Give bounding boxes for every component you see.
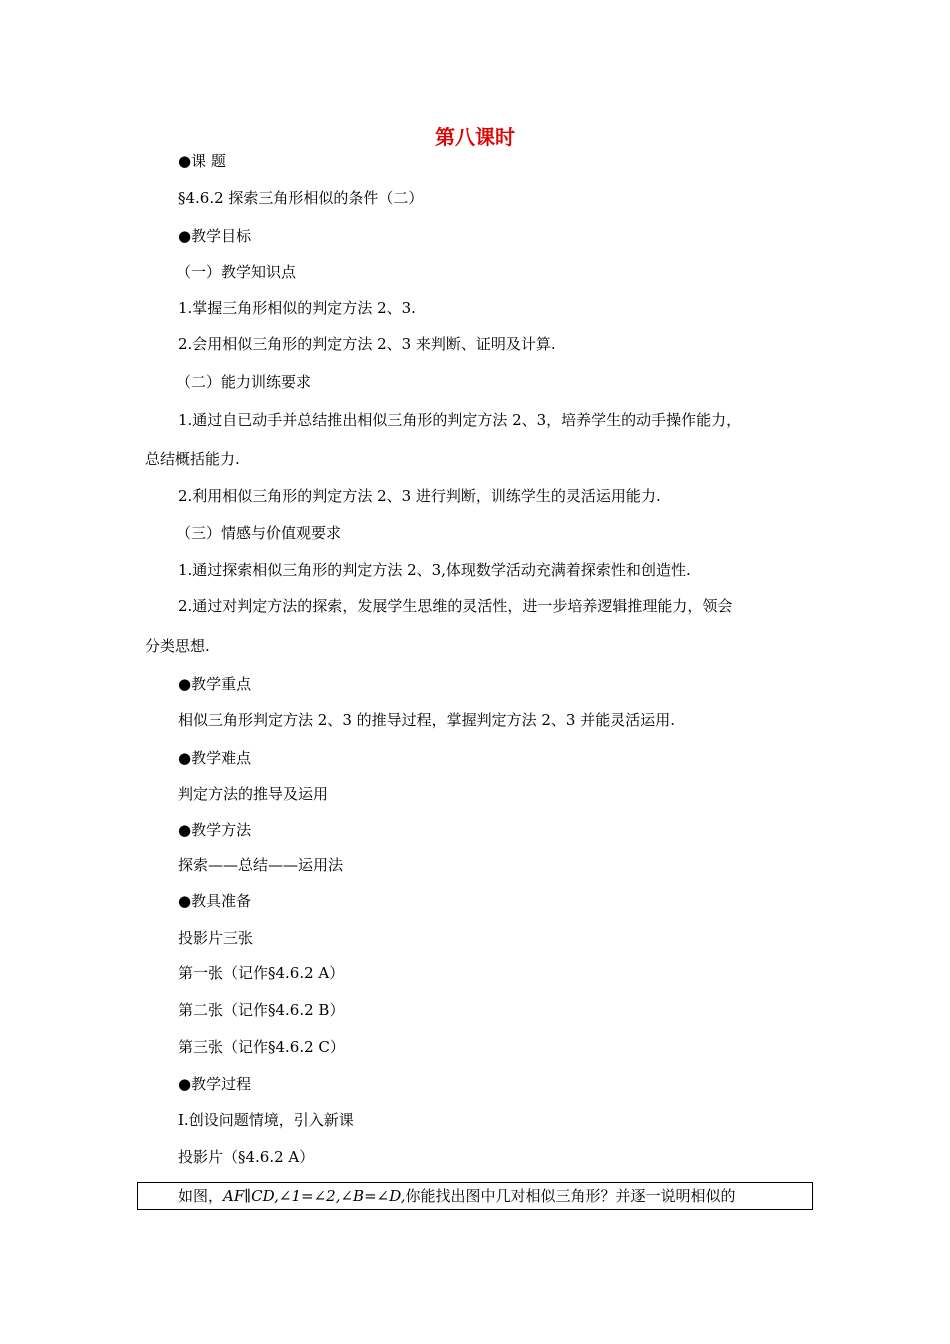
slide-a-reference: 投影片（§4.6.2 A） [178, 1148, 315, 1166]
knowledge-item-1: 1.掌握三角形相似的判定方法 2、3. [178, 299, 416, 317]
subheading-ability: （二）能力训练要求 [176, 373, 312, 391]
heading-topic: ●课 题 [178, 152, 226, 170]
slide-b-text: 第二张（记作§4.6.2 B） [178, 1001, 345, 1019]
difficulties-text: 判定方法的推导及运用 [178, 785, 329, 803]
heading-materials: ●教具准备 [178, 892, 252, 910]
heading-key-points: ●教学重点 [178, 675, 252, 693]
problem-box [137, 1182, 813, 1210]
materials-text: 投影片三张 [178, 929, 254, 947]
problem-math: AF∥CD,∠1=∠2,∠B=∠D, [223, 1187, 406, 1205]
slide-a-text: 第一张（记作§4.6.2 A） [178, 964, 345, 982]
heading-difficulties: ●教学难点 [178, 749, 252, 767]
ability-item-1-cont: 总结概括能力. [145, 450, 240, 468]
subheading-emotion: （三）情感与价值观要求 [176, 524, 342, 542]
emotion-item-2: 2.通过对判定方法的探索，发展学生思维的灵活性，进一步培养逻辑推理能力，领会 [178, 597, 733, 615]
slide-c-text: 第三张（记作§4.6.2 C） [178, 1038, 345, 1056]
emotion-item-2-cont: 分类思想. [145, 637, 210, 655]
ability-item-1: 1.通过自已动手并总结推出相似三角形的判定方法 2、3，培养学生的动手操作能力， [178, 411, 742, 429]
problem-text [178, 1186, 736, 1206]
subheading-knowledge: （一）教学知识点 [176, 263, 297, 281]
knowledge-item-2: 2.会用相似三角形的判定方法 2、3 来判断、证明及计算. [178, 335, 556, 353]
ability-item-2: 2.利用相似三角形的判定方法 2、3 进行判断，训练学生的灵活运用能力. [178, 487, 661, 505]
problem-prefix: 如图， [178, 1187, 224, 1205]
heading-objectives: ●教学目标 [178, 227, 252, 245]
page-title: 第八课时 [435, 125, 515, 149]
process-step-1: Ⅰ.创设问题情境，引入新课 [178, 1111, 354, 1129]
key-points-text: 相似三角形判定方法 2、3 的推导过程，掌握判定方法 2、3 并能灵活运用. [178, 711, 676, 729]
heading-method: ●教学方法 [178, 821, 252, 839]
heading-process: ●教学过程 [178, 1075, 252, 1093]
topic-text: §4.6.2 探索三角形相似的条件（二） [178, 189, 424, 207]
problem-suffix: 你能找出图中几对相似三角形？并逐一说明相似的 [405, 1187, 736, 1205]
emotion-item-1: 1.通过探索相似三角形的判定方法 2、3,体现数学活动充满着探索性和创造性. [178, 561, 691, 579]
method-text: 探索——总结——运用法 [178, 856, 344, 874]
